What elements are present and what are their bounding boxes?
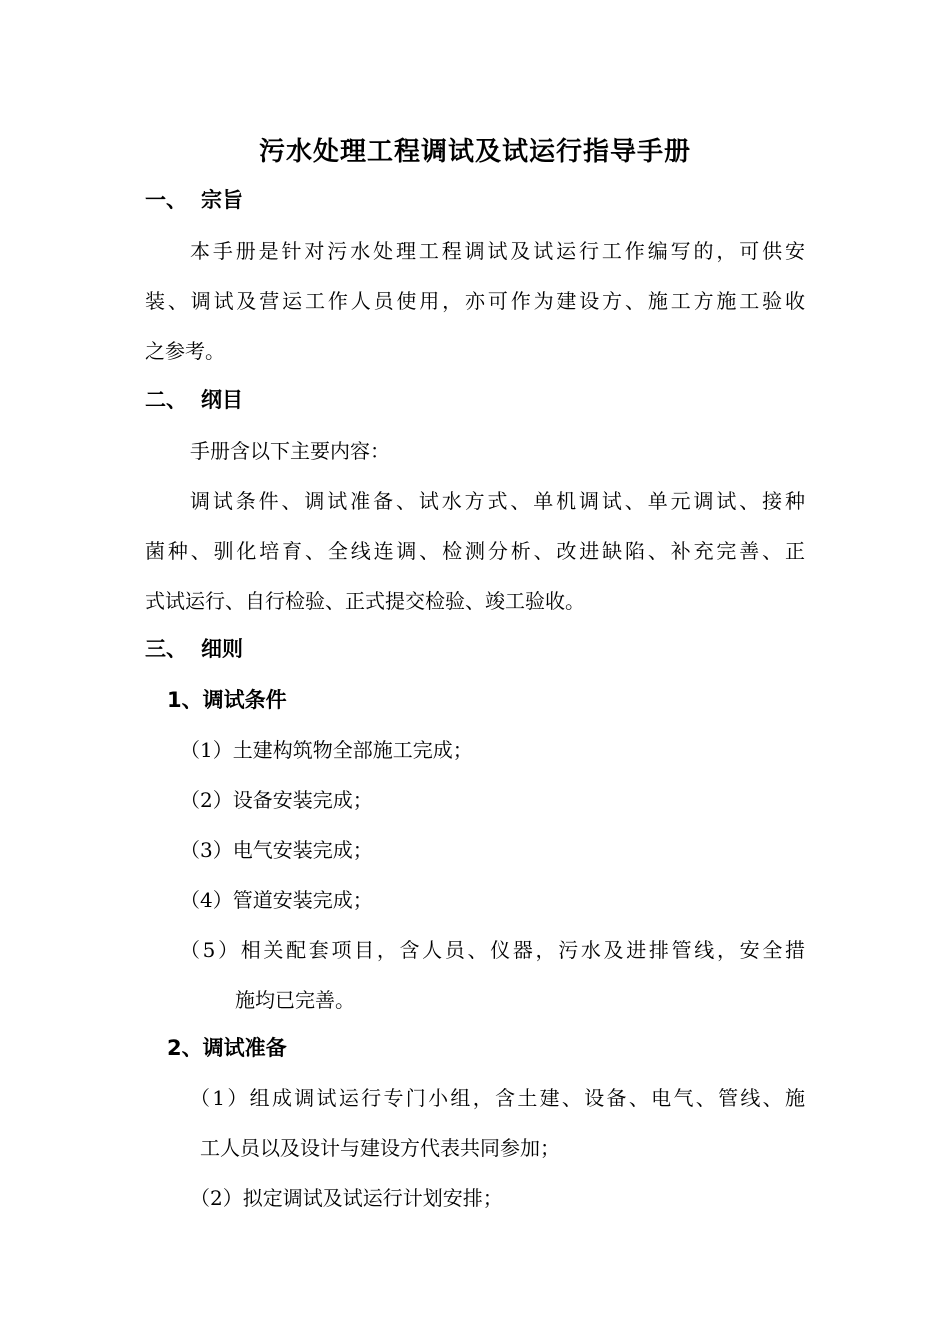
section-number: 二、 [145,388,187,412]
document-title: 污水处理工程调试及试运行指导手册 [258,137,691,167]
paragraph-line: 之参考。 [145,339,225,363]
paragraph-line: 手册含以下主要内容： [190,439,390,463]
list-item: （4）管道安装完成； [180,888,373,912]
subsection-heading-conditions: 1、调试条件 [167,688,287,712]
paragraph-line: 装、调试及营运工作人员使用，亦可作为建设方、施工方施工验收 [145,289,805,313]
list-item-continuation: 施均已完善。 [235,988,355,1012]
paragraph-line: 式试运行、自行检验、正式提交检验、竣工验收。 [145,589,585,613]
section-number: 一、 [145,188,187,212]
list-item: （1）土建构筑物全部施工完成； [180,738,473,762]
paragraph-line: 本手册是针对污水处理工程调试及试运行工作编写的，可供安 [190,239,805,263]
section-heading-outline [145,385,243,415]
list-item: （2）拟定调试及试运行计划安排； [190,1186,503,1210]
list-item-continuation: 工人员以及设计与建设方代表共同参加； [200,1136,560,1160]
section-title: 细则 [201,637,243,661]
section-heading-purpose [145,185,243,215]
list-item: （3）电气安装完成； [180,838,373,862]
list-item: （1）组成调试运行专门小组，含土建、设备、电气、管线、施 [190,1086,805,1110]
section-heading-details [145,634,243,664]
section-title: 宗旨 [201,188,243,212]
list-item: （5）相关配套项目，含人员、仪器，污水及进排管线，安全措 [180,938,805,962]
paragraph-line: 调试条件、调试准备、试水方式、单机调试、单元调试、接种 [190,489,805,513]
subsection-heading-preparation: 2、调试准备 [167,1036,287,1060]
paragraph-line: 菌种、驯化培育、全线连调、检测分析、改进缺陷、补充完善、正 [145,539,805,563]
section-title: 纲目 [201,388,243,412]
list-item: （2）设备安装完成； [180,788,373,812]
section-number: 三、 [145,637,187,661]
